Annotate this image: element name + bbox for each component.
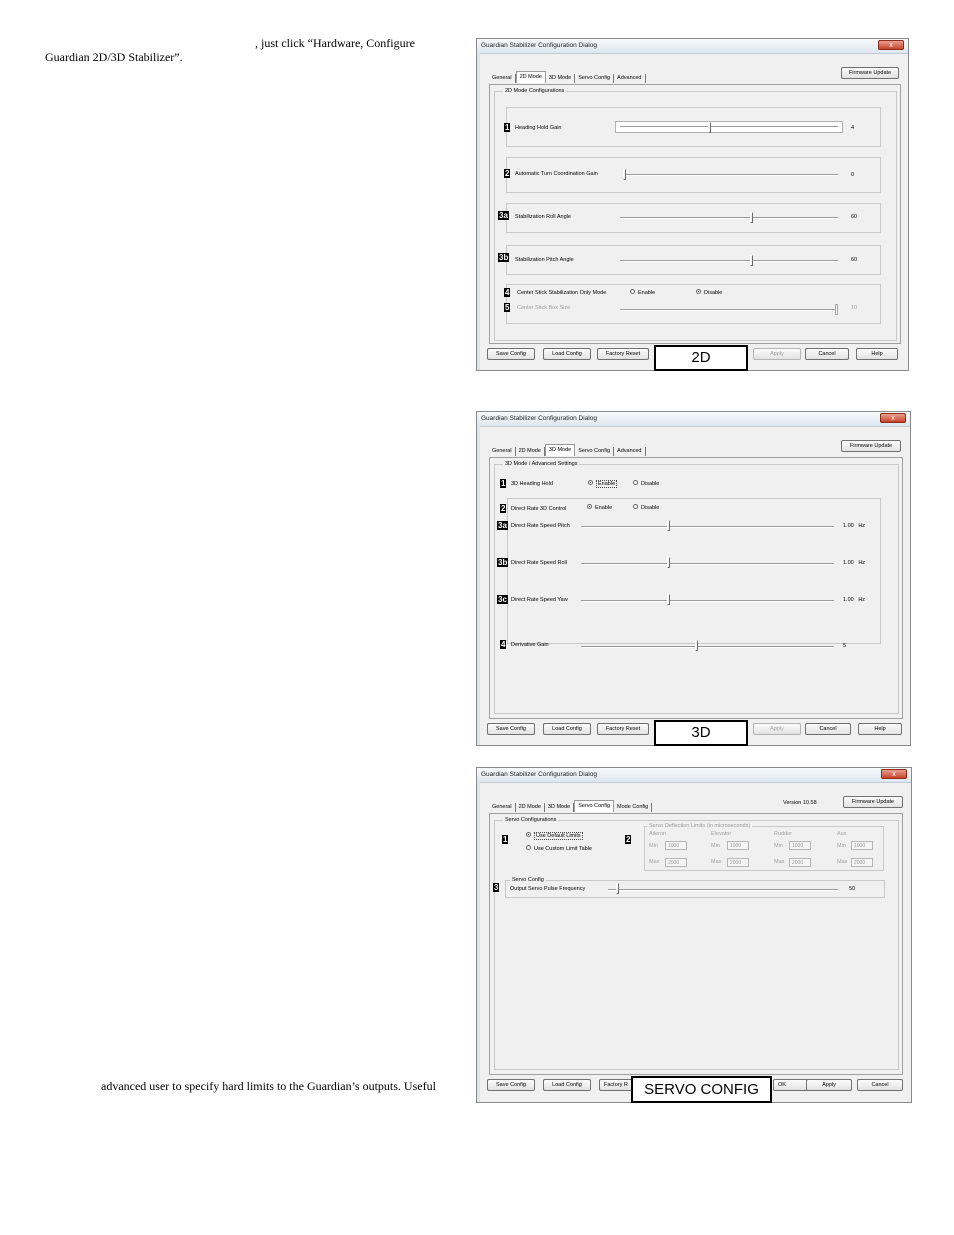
- tab-2d-mode[interactable]: 2D Mode: [516, 447, 545, 456]
- mode-label-servo-config: SERVO CONFIG: [631, 1076, 772, 1103]
- rate-roll-value: 1.00 Hz: [843, 560, 866, 566]
- turn-coordination-gain-label: Automatic Turn Coordination Gain: [515, 171, 598, 177]
- roll-angle-track[interactable]: [620, 217, 838, 219]
- window-title: Guardian Stabilizer Configuration Dialog: [481, 42, 597, 49]
- tab-general[interactable]: General: [489, 74, 516, 83]
- pulse-frequency-track[interactable]: [608, 889, 838, 891]
- rate-roll-label: Direct Rate Speed Roll: [511, 560, 567, 566]
- title-bar[interactable]: [477, 39, 908, 54]
- apply-button[interactable]: Apply: [753, 348, 801, 360]
- badge-2: 2: [626, 835, 631, 844]
- direct-rate-3d-label: Direct Rate 3D Control: [511, 506, 567, 512]
- aileron-min-field[interactable]: 1000: [665, 841, 687, 850]
- rudder-min-field[interactable]: 1000: [789, 841, 811, 850]
- badge-3b: 3b: [499, 253, 509, 262]
- rate-pitch-value: 1.00 Hz: [843, 523, 866, 529]
- center-stick-mode-label: Center Stick Stabilization Only Mode: [517, 290, 607, 296]
- center-stick-disable-radio[interactable]: [696, 290, 722, 296]
- heading-hold-enable-radio[interactable]: [588, 481, 617, 487]
- tab-advanced[interactable]: Advanced: [614, 74, 645, 83]
- save-config-button[interactable]: Save Config: [487, 1079, 535, 1091]
- tab-2d-mode[interactable]: 2D Mode: [516, 803, 545, 812]
- badge-3c: 3c: [498, 595, 507, 604]
- aileron-max-label: Max: [649, 859, 660, 865]
- roll-angle-label: Stabilization Roll Angle: [515, 214, 571, 220]
- center-stick-enable-radio[interactable]: [630, 290, 655, 296]
- direct-rate-enable-radio[interactable]: [587, 505, 612, 511]
- tab-servo-config[interactable]: Servo Config: [574, 800, 614, 812]
- help-button[interactable]: Help: [856, 348, 898, 360]
- enable-label: Enable: [595, 505, 613, 511]
- badge-2: 2: [505, 169, 510, 178]
- tab-bar: [489, 446, 646, 456]
- group-label: 2D Mode Configurations: [505, 88, 565, 94]
- rudder-max-label: Max: [774, 859, 785, 865]
- rudder-min-label: Min: [774, 843, 783, 849]
- aileron-min-label: Min: [649, 843, 658, 849]
- derivative-gain-value: 5: [843, 643, 847, 649]
- turn-coordination-gain-value: 0: [851, 172, 855, 178]
- firmware-update-button[interactable]: Firmware Update: [841, 440, 901, 452]
- tab-mode-config[interactable]: Mode Config: [614, 803, 652, 812]
- close-icon: x: [891, 415, 895, 422]
- save-config-button[interactable]: Save Config: [487, 348, 535, 360]
- rate-roll-slider[interactable]: [667, 557, 670, 568]
- heading-hold-3d-label: 3D Heading Hold: [511, 481, 553, 487]
- center-stick-box-size-slider[interactable]: [835, 304, 838, 315]
- aux-max-label: Max: [837, 859, 848, 865]
- tab-bar: [489, 802, 652, 812]
- factory-reset-button[interactable]: Factory Reset: [597, 723, 649, 735]
- rate-yaw-track[interactable]: [581, 600, 834, 602]
- doc-text-line3: advanced user to specify hard limits to the Guardian’s outputs. Useful: [101, 1079, 436, 1093]
- badge-4: 4: [505, 288, 510, 297]
- aux-max-field[interactable]: 2000: [851, 858, 873, 867]
- rate-pitch-label: Direct Rate Speed Pitch: [511, 523, 570, 529]
- disable-label: Disable: [641, 505, 660, 511]
- load-config-button[interactable]: Load Config: [543, 1079, 591, 1091]
- derivative-gain-slider[interactable]: [695, 640, 698, 651]
- window-edge: [477, 782, 480, 1102]
- tab-general[interactable]: General: [489, 447, 516, 456]
- center-stick-box-size-track[interactable]: [620, 309, 838, 311]
- custom-limits-label: Use Custom Limit Table: [534, 846, 592, 852]
- window-edge: [477, 53, 480, 370]
- apply-button[interactable]: Apply: [753, 723, 801, 735]
- aux-min-label: Min: [837, 843, 846, 849]
- window-title: Guardian Stabilizer Configuration Dialog: [481, 415, 597, 422]
- rudder-max-field[interactable]: 2000: [789, 858, 811, 867]
- roll-angle-value: 60: [851, 214, 858, 220]
- close-icon: x: [889, 42, 893, 49]
- default-limits-label: Use Default Limits: [536, 833, 581, 839]
- tab-3d-mode[interactable]: 3D Mode: [546, 74, 575, 83]
- enable-label: Enable: [598, 481, 616, 487]
- factory-reset-button[interactable]: Factory Reset: [597, 348, 649, 360]
- center-stick-box-size-value: 10: [851, 305, 858, 311]
- badge-1: 1: [505, 123, 510, 132]
- cancel-button[interactable]: Cancel: [805, 348, 849, 360]
- doc-text-line2: Guardian 2D/3D Stabilizer”.: [45, 50, 183, 64]
- deflection-limits-title: Servo Deflection Limits (in microseconds): [649, 823, 751, 829]
- center-stick-box-size-label: Center Stick Box Size: [517, 305, 571, 311]
- direct-rate-box: [507, 498, 881, 644]
- pitch-angle-track[interactable]: [620, 260, 838, 262]
- group-label: 3D Mode / Advanced Settings: [505, 461, 578, 467]
- window-title: Guardian Stabilizer Configuration Dialog: [481, 771, 597, 778]
- close-button[interactable]: [880, 413, 906, 423]
- roll-angle-slider[interactable]: [750, 212, 753, 223]
- heading-hold-disable-radio[interactable]: [633, 481, 659, 487]
- rudder-label: Rudder: [774, 831, 793, 837]
- load-config-button[interactable]: Load Config: [543, 348, 591, 360]
- rate-pitch-track[interactable]: [581, 526, 834, 528]
- ok-button[interactable]: OK: [773, 1079, 819, 1091]
- aux-label: Aux: [837, 831, 847, 837]
- elevator-label: Elevator: [711, 831, 732, 837]
- title-bar[interactable]: [477, 768, 911, 783]
- config-dialog-servo: [476, 767, 912, 1103]
- badge-5: 5: [505, 303, 510, 312]
- enable-label: Enable: [638, 290, 656, 296]
- use-custom-limits-radio[interactable]: [526, 846, 592, 852]
- rate-pitch-slider[interactable]: [667, 520, 670, 531]
- badge-1: 1: [501, 479, 506, 488]
- config-dialog-3d: [476, 411, 911, 746]
- rate-yaw-value: 1.00 Hz: [843, 597, 866, 603]
- pulse-frequency-value: 50: [849, 886, 856, 892]
- badge-3b: 3b: [498, 558, 508, 567]
- direct-rate-disable-radio[interactable]: [633, 505, 659, 511]
- load-config-button[interactable]: Load Config: [543, 723, 591, 735]
- aux-min-field[interactable]: 1000: [851, 841, 873, 850]
- heading-hold-gain-label: Heading Hold Gain: [515, 125, 562, 131]
- tab-general[interactable]: General: [489, 803, 516, 812]
- pitch-angle-value: 60: [851, 257, 858, 263]
- mode-label-2d: 2D: [654, 345, 748, 371]
- save-config-button[interactable]: Save Config: [487, 723, 535, 735]
- aileron-label: Aileron: [649, 831, 667, 837]
- close-button[interactable]: [878, 40, 904, 50]
- firmware-update-button[interactable]: Firmware Update: [843, 796, 903, 808]
- heading-hold-gain-value: 4: [851, 125, 855, 131]
- pitch-angle-label: Stabilization Pitch Angle: [515, 257, 574, 263]
- rate-yaw-label: Direct Rate Speed Yaw: [511, 597, 568, 603]
- elevator-max-field[interactable]: 2000: [727, 858, 749, 867]
- help-button[interactable]: Help: [858, 723, 902, 735]
- tab-bar: [489, 73, 646, 83]
- firmware-update-button[interactable]: Firmware Update: [841, 67, 899, 79]
- doc-text-line1: , just click “Hardware, Configure: [255, 36, 415, 50]
- elevator-min-field[interactable]: 1000: [727, 841, 749, 850]
- turn-coordination-gain-slider[interactable]: [623, 169, 626, 180]
- config-dialog-2d: [476, 38, 909, 371]
- disable-label: Disable: [704, 290, 723, 296]
- tab-advanced[interactable]: Advanced: [614, 447, 645, 456]
- pulse-frequency-label: Output Servo Pulse Frequency: [510, 886, 586, 892]
- rate-yaw-slider[interactable]: [667, 594, 670, 605]
- elevator-max-label: Max: [711, 859, 722, 865]
- badge-2: 2: [501, 504, 506, 513]
- badge-4: 4: [501, 640, 506, 649]
- tab-servo-config[interactable]: Servo Config: [575, 447, 614, 456]
- close-button[interactable]: [881, 769, 907, 779]
- window-edge: [477, 426, 480, 745]
- badge-3a: 3a: [499, 211, 508, 220]
- apply-button[interactable]: Apply: [806, 1079, 852, 1091]
- tab-3d-mode[interactable]: 3D Mode: [545, 444, 575, 456]
- title-bar[interactable]: [477, 412, 910, 427]
- factory-reset-button[interactable]: Factory R: [599, 1079, 651, 1091]
- pulse-frequency-slider[interactable]: [616, 883, 619, 894]
- tab-3d-mode[interactable]: 3D Mode: [545, 803, 574, 812]
- servo-config-group-label: Servo Config: [512, 877, 544, 883]
- badge-1: 1: [503, 835, 508, 844]
- elevator-min-label: Min: [711, 843, 720, 849]
- use-default-limits-radio[interactable]: [526, 833, 583, 839]
- heading-hold-gain-track[interactable]: [615, 121, 843, 133]
- badge-3: 3: [494, 883, 499, 892]
- pitch-angle-slider[interactable]: [750, 255, 753, 266]
- tab-2d-mode[interactable]: 2D Mode: [516, 71, 546, 83]
- derivative-gain-label: Derivative Gain: [511, 642, 549, 648]
- heading-hold-gain-slider[interactable]: [708, 122, 711, 133]
- version-label: Version 10.58: [783, 800, 817, 806]
- badge-3a: 3a: [498, 521, 507, 530]
- cancel-button[interactable]: Cancel: [857, 1079, 903, 1091]
- turn-coordination-gain-track[interactable]: [623, 174, 838, 176]
- close-icon: x: [892, 771, 896, 778]
- aileron-max-field[interactable]: 2000: [665, 858, 687, 867]
- group-label: Servo Configurations: [505, 817, 557, 823]
- tab-servo-config[interactable]: Servo Config: [575, 74, 614, 83]
- derivative-gain-track[interactable]: [581, 646, 834, 648]
- cancel-button[interactable]: Cancel: [805, 723, 851, 735]
- rate-roll-track[interactable]: [581, 563, 834, 565]
- disable-label: Disable: [641, 481, 660, 487]
- mode-label-3d: 3D: [654, 720, 748, 746]
